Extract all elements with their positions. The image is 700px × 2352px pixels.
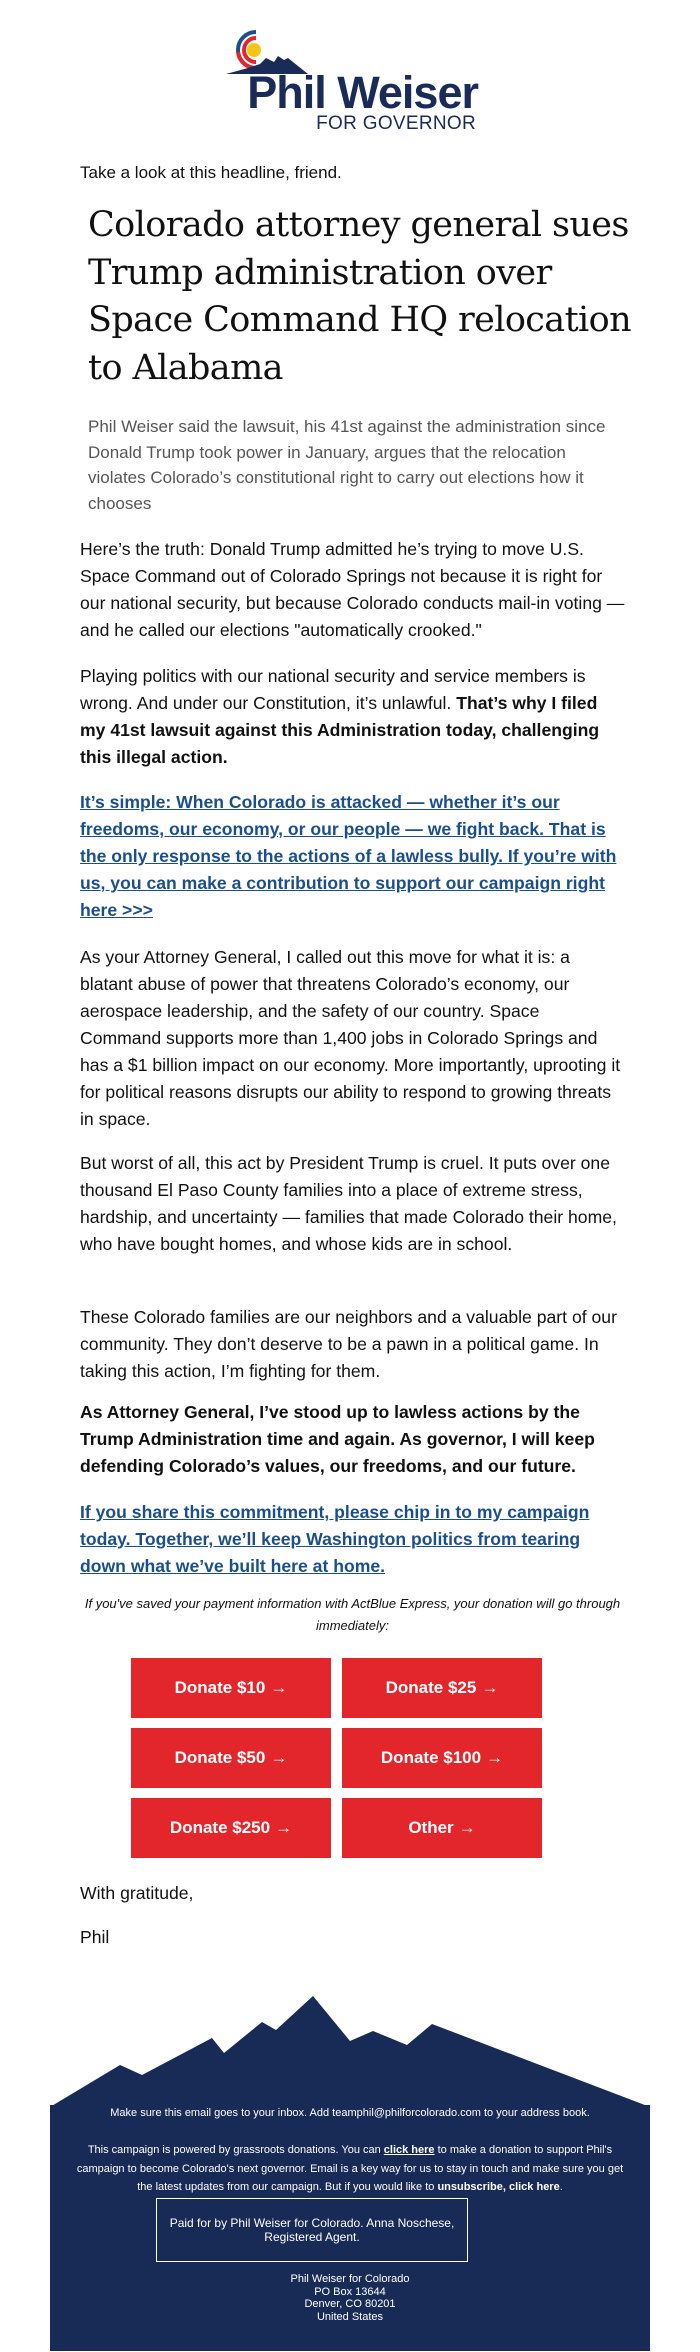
article-subhead: Phil Weiser said the lawsuit, his 41st against the administration since Donald Trump took power in January, argues that the relocation violates Colorado’s constitutional right to carry out elections how it chooses bbox=[88, 417, 606, 513]
donate-button-label: Donate $250 bbox=[169, 1818, 271, 1837]
address-line-4: United States bbox=[316, 2310, 384, 2323]
donate-link-2[interactable]: If you share this commitment, please chip in to my campaign today. Together, we’ll keep Washington politics from tearing down what we’ve built here at home. bbox=[80, 1502, 590, 1576]
unsubscribe-link[interactable]: unsubscribe, click here bbox=[437, 2181, 560, 2193]
click-here-donate-link[interactable]: click here bbox=[383, 2144, 435, 2156]
arrow-right-icon: → bbox=[486, 1748, 504, 1767]
grassroots-note bbox=[72, 2141, 628, 2197]
donate-link-1[interactable]: It’s simple: When Colorado is attacked — whether it’s our freedoms, our economy, or our people — we fight back. That is the only response to the actions of a lawless bully. If you’re with us, you can make a contribution to support our campaign right here >>> bbox=[80, 792, 617, 920]
body-paragraph-1: Here’s the truth: Donald Trump admitted he’s trying to move U.S. Space Command out of Colorado Springs not because it is right for our national security, but because Colorado conducts mail-in voting — and he called our elections "automatically crooked." bbox=[80, 539, 625, 640]
arrow-right-icon: → bbox=[481, 1678, 499, 1697]
donate-button-label: Donate $50 bbox=[174, 1748, 266, 1767]
address-line-1: Phil Weiser for Colorado bbox=[290, 2273, 410, 2285]
body-paragraph-3: As your Attorney General, I called out this move for what it is: a blatant abuse of power that threatens Colorado’s economy, our aerospace leadership, and the safety of our country. Space Command supports more than 1,400 jobs in Colorado Springs and has a $1 billion impact on our economy. More importantly, uprooting it for political reasons disrupts our ability to respond to growing threats in space. bbox=[80, 947, 621, 1129]
donate-25-button[interactable] bbox=[342, 1658, 542, 1718]
donate-250-button[interactable] bbox=[131, 1798, 331, 1858]
body-paragraph-4: But worst of all, this act by President Trump is cruel. It puts over one thousand El Paso County families into a place of extreme stress, hardship, and uncertainty — families that made Colorado their home, who have bought homes, and whose kids are in school. bbox=[80, 1153, 617, 1254]
article-headline: Colorado attorney general sues Trump administration over Space Command HQ relocation to Alabama bbox=[88, 205, 632, 388]
body-paragraph-5: These Colorado families are our neighbors and a valuable part of our community. They don’t deserve to be a pawn in a political game. In taking this action, I’m fighting for them. bbox=[80, 1307, 617, 1381]
arrow-right-icon: → bbox=[270, 1748, 288, 1767]
arrow-right-icon: → bbox=[275, 1818, 293, 1837]
body-paragraph-6-bold: As Attorney General, I’ve stood up to lawless actions by the Trump Administration time and again. As governor, I will keep defending Colorado’s values, our freedoms, and our future. bbox=[80, 1402, 595, 1476]
signature-name: Phil bbox=[80, 1927, 110, 1947]
mountain-silhouette-icon bbox=[0, 1990, 700, 2110]
mailing-address bbox=[50, 2273, 650, 2323]
logo-wordmark: Phil Weiser bbox=[247, 67, 478, 118]
donate-button-label: Donate $10 bbox=[174, 1678, 266, 1697]
donate-100-button[interactable] bbox=[342, 1728, 542, 1788]
grassroots-text-2: to make a donation to support Phil's campaign to become Colorado's next governor. Email is a key way for us to stay in touch and make sure you get the latest updates from our campaign. But if you would like to bbox=[76, 2144, 624, 2193]
body-paragraph-2-text: Playing politics with our national security and service members is wrong. And under our Constitution, it’s unlawful. bbox=[80, 666, 586, 713]
donate-button-label: Donate $25 bbox=[385, 1678, 477, 1697]
logo-subtitle: FOR GOVERNOR bbox=[316, 113, 476, 134]
paid-for-disclaimer bbox=[156, 2198, 468, 2262]
closing-text: With gratitude, bbox=[80, 1883, 194, 1903]
donate-button-label: Donate $100 bbox=[380, 1748, 482, 1767]
paid-for-text: Paid for by Phil Weiser for Colorado. Anna Noschese, Registered Agent. bbox=[169, 2216, 455, 2244]
inbox-note: Make sure this email goes to your inbox. Add teamphil@philforcolorado.com to your address book. bbox=[110, 2107, 590, 2119]
grassroots-text-end: . bbox=[559, 2181, 563, 2193]
donate-other-button[interactable] bbox=[342, 1798, 542, 1858]
body-paragraph-2-bold: That’s why I filed my 41st lawsuit against this Administration today, challenging this illegal action. bbox=[80, 693, 600, 767]
address-line-2: PO Box 13644 bbox=[314, 2285, 386, 2298]
donate-10-button[interactable] bbox=[131, 1658, 331, 1718]
donate-button-label: Other bbox=[408, 1818, 454, 1837]
arrow-right-icon: → bbox=[270, 1678, 288, 1697]
donate-50-button[interactable] bbox=[131, 1728, 331, 1788]
body-paragraph-2 bbox=[80, 663, 625, 771]
address-line-3: Denver, CO 80201 bbox=[304, 2298, 396, 2310]
arrow-right-icon: → bbox=[458, 1818, 476, 1837]
campaign-logo bbox=[0, 14, 700, 134]
actblue-note: If you've saved your payment information with ActBlue Express, your donation will go through immediately: bbox=[84, 1596, 621, 1633]
intro-text: Take a look at this headline, friend. bbox=[80, 163, 342, 182]
grassroots-text-1: This campaign is powered by grassroots donations. You can bbox=[87, 2144, 384, 2156]
footer bbox=[50, 2105, 650, 2351]
